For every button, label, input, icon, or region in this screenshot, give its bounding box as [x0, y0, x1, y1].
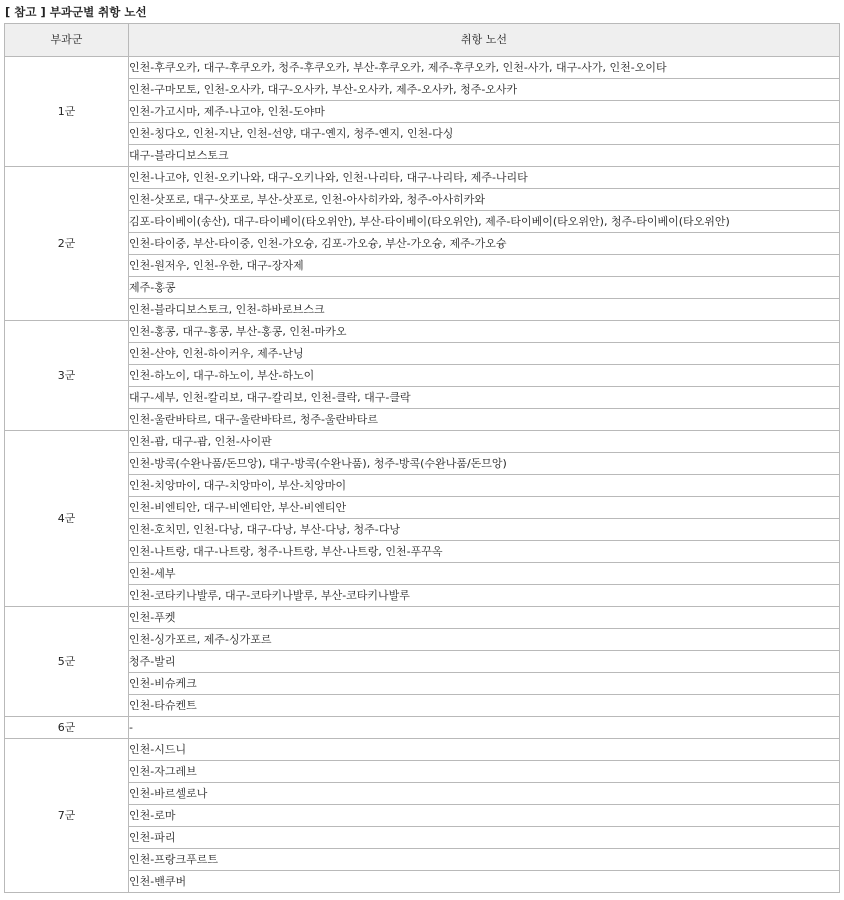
route-cell: 인천-구마모토, 인천-오사카, 대구-오사카, 부산-오사카, 제주-오사카, 청주-오사카: [129, 79, 840, 101]
route-cell: 인천-삿포로, 대구-삿포로, 부산-삿포로, 인천-아사히카와, 청주-아사히카와: [129, 189, 840, 211]
route-cell: 인천-가고시마, 제주-나고야, 인천-도야마: [129, 101, 840, 123]
table-row: [5, 79, 840, 101]
route-cell: 인천-울란바타르, 대구-울란바타르, 청주-울란바타르: [129, 409, 840, 431]
route-cell: 인천-후쿠오카, 대구-후쿠오카, 청주-후쿠오카, 부산-후쿠오카, 제주-후쿠오카, 인천-사가, 대구-사가, 인천-오이타: [129, 57, 840, 79]
route-cell: 인천-밴쿠버: [129, 871, 840, 893]
table-row: [5, 673, 840, 695]
route-cell: 인천-치앙마이, 대구-치앙마이, 부산-치앙마이: [129, 475, 840, 497]
table-row: [5, 321, 840, 343]
table-row: [5, 629, 840, 651]
route-cell: 인천-호치민, 인천-다낭, 대구-다낭, 부산-다낭, 청주-다낭: [129, 519, 840, 541]
table-row: [5, 585, 840, 607]
table-row: [5, 695, 840, 717]
group-cell: 6군: [5, 717, 129, 739]
group-column-header: 부과군: [5, 24, 129, 57]
route-cell: 인천-로마: [129, 805, 840, 827]
route-cell: 인천-비엔티안, 대구-비엔티안, 부산-비엔티안: [129, 497, 840, 519]
table-row: [5, 651, 840, 673]
route-cell: 인천-블라디보스토크, 인천-하바로브스크: [129, 299, 840, 321]
table-row: [5, 563, 840, 585]
route-table: [4, 23, 840, 893]
route-cell: -: [129, 717, 840, 739]
table-row: [5, 475, 840, 497]
table-row: [5, 827, 840, 849]
group-cell: 3군: [5, 321, 129, 431]
table-row: [5, 519, 840, 541]
table-row: [5, 849, 840, 871]
table-row: [5, 255, 840, 277]
table-row: [5, 299, 840, 321]
table-row: [5, 123, 840, 145]
route-cell: 인천-코타키나발루, 대구-코타키나발루, 부산-코타키나발루: [129, 585, 840, 607]
table-row: [5, 145, 840, 167]
route-cell: 인천-비슈케크: [129, 673, 840, 695]
table-row: [5, 871, 840, 893]
table-row: [5, 211, 840, 233]
route-cell: 인천-타슈켄트: [129, 695, 840, 717]
route-cell: 대구-세부, 인천-칼리보, 대구-칼리보, 인천-클락, 대구-클락: [129, 387, 840, 409]
table-row: [5, 277, 840, 299]
table-row: [5, 167, 840, 189]
table-row: [5, 739, 840, 761]
table-row: [5, 387, 840, 409]
route-cell: 인천-산야, 인천-하이커우, 제주-난닝: [129, 343, 840, 365]
route-cell: 인천-칭다오, 인천-지난, 인천-선양, 대구-옌지, 청주-옌지, 인천-다싱: [129, 123, 840, 145]
table-row: [5, 233, 840, 255]
table-row: [5, 189, 840, 211]
route-cell: 인천-시드니: [129, 739, 840, 761]
group-cell: 2군: [5, 167, 129, 321]
table-body: [5, 57, 840, 893]
route-cell: 인천-푸켓: [129, 607, 840, 629]
table-row: [5, 409, 840, 431]
group-cell: 7군: [5, 739, 129, 893]
group-cell: 5군: [5, 607, 129, 717]
route-cell: 김포-타이베이(송산), 대구-타이베이(타오위안), 부산-타이베이(타오위안), 제주-타이베이(타오위안), 청주-타이베이(타오위안): [129, 211, 840, 233]
table-row: [5, 431, 840, 453]
route-cell: 청주-발리: [129, 651, 840, 673]
table-row: [5, 57, 840, 79]
route-cell: 인천-프랑크푸르트: [129, 849, 840, 871]
route-cell: 인천-싱가포르, 제주-싱가포르: [129, 629, 840, 651]
table-row: [5, 607, 840, 629]
table-header-row: [5, 24, 840, 57]
route-cell: 제주-홍콩: [129, 277, 840, 299]
route-cell: 인천-원저우, 인천-우한, 대구-장자제: [129, 255, 840, 277]
route-cell: 인천-타이중, 부산-타이중, 인천-가오슝, 김포-가오슝, 부산-가오슝, 제주-가오슝: [129, 233, 840, 255]
table-row: [5, 541, 840, 563]
table-row: [5, 453, 840, 475]
route-cell: 인천-괌, 대구-괌, 인천-사이판: [129, 431, 840, 453]
routes-column-header: 취항 노선: [129, 24, 840, 57]
route-cell: 인천-하노이, 대구-하노이, 부산-하노이: [129, 365, 840, 387]
route-cell: 인천-나트랑, 대구-나트랑, 청주-나트랑, 부산-나트랑, 인천-푸꾸옥: [129, 541, 840, 563]
group-cell: 1군: [5, 57, 129, 167]
group-cell: 4군: [5, 431, 129, 607]
table-row: [5, 497, 840, 519]
table-row: [5, 783, 840, 805]
table-row: [5, 343, 840, 365]
route-cell: 인천-파리: [129, 827, 840, 849]
route-cell: 인천-바르셀로나: [129, 783, 840, 805]
route-cell: 인천-나고야, 인천-오키나와, 대구-오키나와, 인천-나리타, 대구-나리타, 제주-나리타: [129, 167, 840, 189]
table-row: [5, 101, 840, 123]
table-row: [5, 717, 840, 739]
route-cell: 인천-홍콩, 대구-홍콩, 부산-홍콩, 인천-마카오: [129, 321, 840, 343]
page-title: [ 참고 ] 부과군별 취항 노선: [5, 5, 147, 19]
table-row: [5, 805, 840, 827]
route-cell: 인천-방콕(수완나품/돈므앙), 대구-방콕(수완나품), 청주-방콕(수완나품/돈므앙): [129, 453, 840, 475]
route-cell: 인천-자그레브: [129, 761, 840, 783]
table-row: [5, 761, 840, 783]
route-cell: 인천-세부: [129, 563, 840, 585]
route-cell: 대구-블라디보스토크: [129, 145, 840, 167]
table-row: [5, 365, 840, 387]
